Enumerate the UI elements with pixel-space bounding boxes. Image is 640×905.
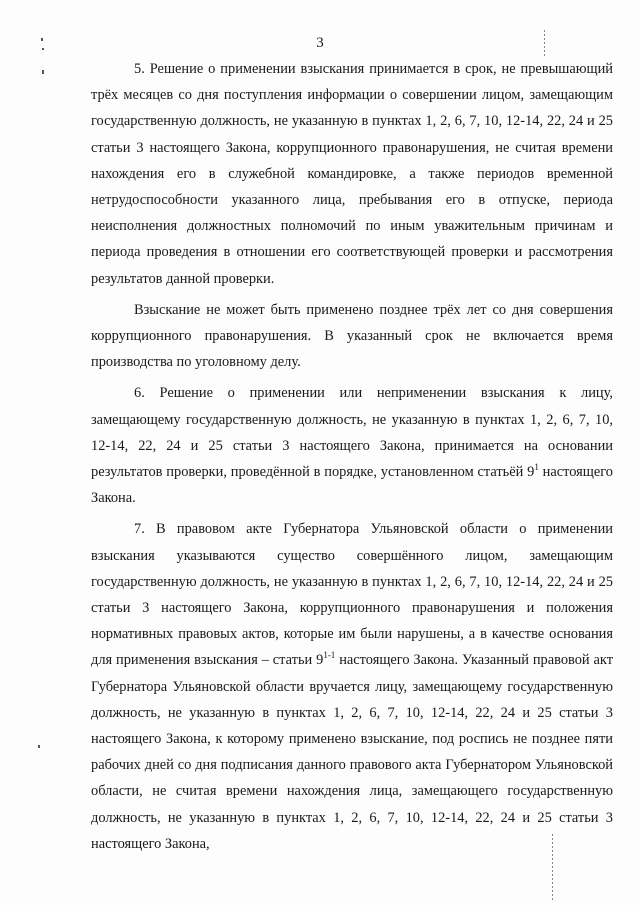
paragraph-text: 5. Решение о применении взыскания принимается в срок, не превышающий трёх месяцев со дня поступления информации о совершении лицом, замещающим государственную должность, не указанную в пунктах 1, 2, 6, 7, 10, 12-14, 22, 24 и 25 статьи 3 настоящего Закона, коррупционного правонарушения, не считая времени нахождения его в служебной командировке, а также периодов временной нетрудоспособности указанного лица, пребывания его в отпуске, периода неисполнения должностных полномочий по иным уважительным причинам и периода проведения в отношении его соответствующей проверки и рассмотрения результатов данной проверки. [91, 61, 613, 287]
paragraph-6 [91, 380, 613, 511]
paragraph-text: Взыскание не может быть применено позднее трёх лет со дня совершения коррупционного правонарушения. В указанный срок не включается время производства по уголовному делу. [91, 301, 613, 371]
page-number: 3 [316, 35, 324, 51]
paragraph-5 [91, 56, 613, 292]
paragraph-text: 6. Решение о применении или неприменении взыскания к лицу, замещающему государственную должность, не указанную в пунктах 1, 2, 6, 7, 10, 12-14, 22, 24 и 25 статьи 3 настоящего Закона, принимается на основании результатов проверки, проведённой в порядке, установленном статьёй 9 [91, 385, 613, 481]
paragraph-5-continued [91, 297, 613, 376]
superscript: 1-1 [323, 650, 336, 661]
scan-speck [42, 70, 44, 74]
scan-speck [38, 745, 40, 748]
document-body [91, 56, 613, 862]
paragraph-text: настоящего Закона. [91, 464, 613, 507]
superscript: 1 [534, 462, 539, 473]
paragraph-text: настоящего Закона. Указанный правовой акт Губернатора Ульяновской области вручается лицу, замещающему государственную должность, не указанную в пунктах 1, 2, 6, 7, 10, 12-14, 22, 24 и 25 статьи 3 настоящего Закона, к которому применено взыскание, под роспись не позднее пяти рабочих дней со дня подписания данного правового акта Губернатором Ульяновской области, не считая времени нахождения лица, замещающего государственную должность, не указанную в пунктах 1, 2, 6, 7, 10, 12-14, 22, 24 и 25 статьи 3 настоящего Закона, [91, 652, 613, 852]
paragraph-text: 7. В правовом акте Губернатора Ульяновской области о применении взыскания указываются существо совершённого лицом, замещающим государственную должность, не указанную в пунктах 1, 2, 6, 7, 10, 12-14, 22, 24 и 25 статьи 3 настоящего Закона, коррупционного правонарушения и положения нормативных правовых актов, которые им были нарушены, а в качестве основания для применения взыскания – статьи 9 [91, 521, 613, 669]
paragraph-7 [91, 516, 613, 857]
